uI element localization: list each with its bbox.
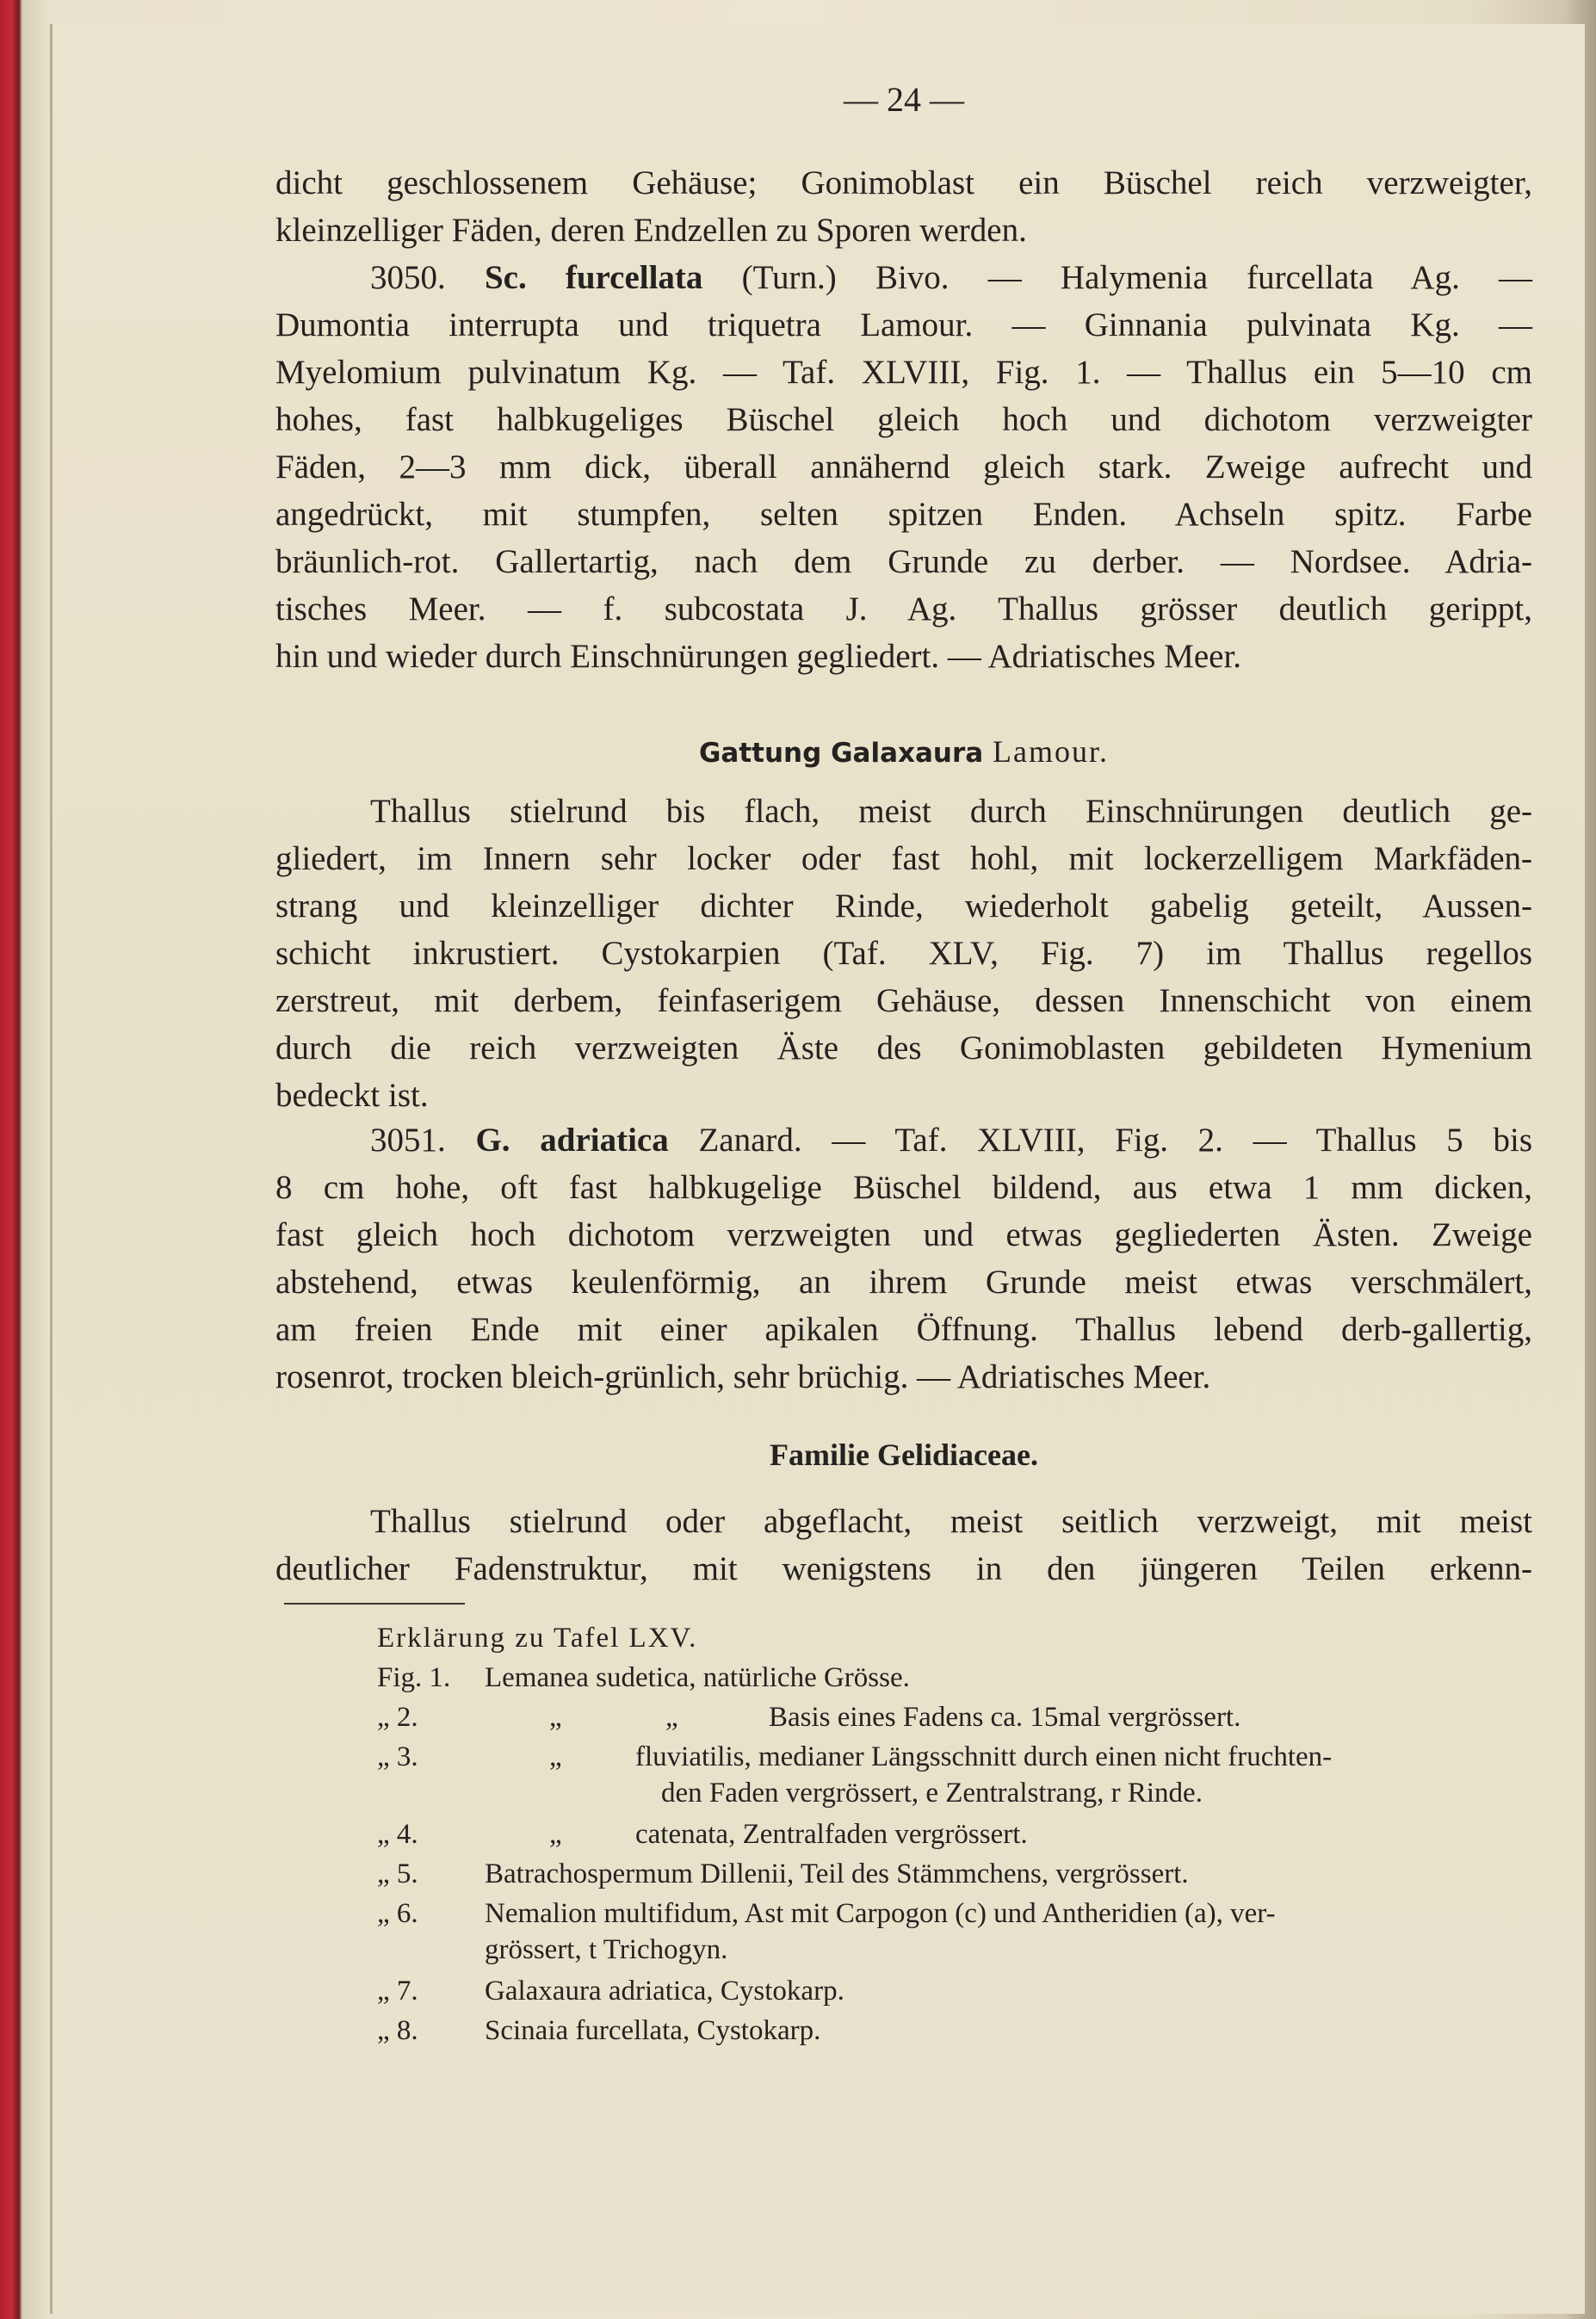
figure-note <box>377 1698 1531 1737</box>
text-line: hohes, fast halbkugeliges Büschel gleich hoch und dichotom verzweigter <box>275 401 1532 438</box>
text-line: am freien Ende mit einer apikalen Öffnung. Thallus lebend derb-gallertig, <box>275 1311 1532 1348</box>
genus-heading <box>275 730 1532 775</box>
figure-label: Fig. 1. <box>377 1662 451 1693</box>
figure-note <box>377 1658 1531 1698</box>
text-line: strang und kleinzelliger dichter Rinde, wiederholt gabelig geteilt, Aussen- <box>275 887 1532 925</box>
footnote-rule <box>284 1603 465 1605</box>
family-heading: Familie Gelidiaceae. <box>770 1438 1038 1472</box>
figure-text: Galaxaura adriatica, Cystokarp. <box>485 1976 844 2007</box>
ditto-mark: „ <box>549 1741 562 1772</box>
text-line <box>275 254 1532 301</box>
text-line: deutlicher Fadenstruktur, mit wenigstens in den jüngeren Teilen erkenn- <box>275 1550 1532 1587</box>
paragraph-continuation <box>275 159 1532 254</box>
text-fragment: (Turn.) Bivo. — Halymenia furcellata Ag. — <box>702 259 1533 296</box>
figure-text: grössert, t Trichogyn. <box>485 1934 728 1965</box>
figure-label: „ 7. <box>377 1976 418 2007</box>
text-line: Thallus stielrund oder abgeflacht, meist seitlich verzweigt, mit meist <box>370 1503 1532 1540</box>
genus-title: Gattung Galaxaura <box>698 738 984 769</box>
figure-text: Nemalion multifidum, Ast mit Carpogon (c) und Antheridien (a), ver- <box>485 1898 1276 1929</box>
figure-label: „ 8. <box>377 2015 418 2046</box>
species-entry-3050 <box>275 254 1532 680</box>
species-name: G. adriatica <box>475 1122 669 1159</box>
text-line: bräunlich-rot. Gallertartig, nach dem Grunde zu derber. — Nordsee. Adria- <box>275 543 1532 580</box>
figure-text: Lemanea sudetica, natürliche Grösse. <box>485 1662 910 1693</box>
figure-label: „ 4. <box>377 1819 418 1850</box>
text-line: gliedert, im Innern sehr locker oder fast hohl, mit lockerzelligem Markfäden- <box>275 840 1532 877</box>
figure-label: „ 2. <box>377 1702 418 1733</box>
genus-description <box>275 788 1532 1119</box>
figure-note <box>377 1854 1531 1894</box>
text-line: zerstreut, mit derbem, feinfaserigem Gehäuse, dessen Innenschicht von einem <box>275 982 1532 1019</box>
text-line: schicht inkrustiert. Cystokarpien (Taf. XLV, Fig. 7) im Thallus regellos <box>275 935 1532 972</box>
page-number: — 24 — <box>844 80 964 119</box>
entry-number: 3050. <box>370 259 446 296</box>
figure-note <box>377 2011 1531 2050</box>
text-line: 8 cm hohe, oft fast halbkugelige Büschel bildend, aus etwa 1 mm dicken, <box>275 1169 1532 1206</box>
family-description <box>275 1498 1532 1592</box>
species-name: Sc. furcellata <box>484 259 703 296</box>
figure-note <box>377 1971 1531 2011</box>
text-line: Thallus stielrund bis flach, meist durch Einschnürungen deutlich ge- <box>370 793 1532 830</box>
figure-label: „ 5. <box>377 1858 418 1889</box>
text-line: Myelomium pulvinatum Kg. — Taf. XLVIII, Fig. 1. — Thallus ein 5—10 cm <box>275 354 1532 391</box>
figure-text: den Faden vergrössert, e Zentralstrang, r Rinde. <box>661 1778 1203 1809</box>
figure-label: „ 6. <box>377 1898 418 1929</box>
ditto-mark: „ <box>549 1819 562 1850</box>
figure-note <box>377 1815 1531 1854</box>
text-line: Fäden, 2—3 mm dick, überall annähernd gleich stark. Zweige aufrecht und <box>275 448 1532 485</box>
figure-note <box>377 1894 1531 1933</box>
text-line: angedrückt, mit stumpfen, selten spitzen Enden. Achseln spitz. Farbe <box>275 496 1532 533</box>
text-line: dicht geschlossenem Gehäuse; Gonimoblast ein Büschel reich verzweigter, <box>275 164 1532 201</box>
figure-text: catenata, Zentralfaden vergrössert. <box>635 1819 1028 1850</box>
text-line: Dumontia interrupta und triquetra Lamour. — Ginnania pulvinata Kg. — <box>275 306 1532 343</box>
figure-label: „ 3. <box>377 1741 418 1772</box>
species-entry-3051 <box>275 1116 1532 1401</box>
text-line: abstehend, etwas keulenförmig, an ihrem Grunde meist etwas verschmälert, <box>275 1264 1532 1301</box>
text-line <box>275 1116 1532 1164</box>
ditto-mark: „ <box>549 1702 562 1733</box>
genus-author: Lamour. <box>993 734 1109 769</box>
text-line: tisches Meer. — f. subcostata J. Ag. Thallus grösser deutlich gerippt, <box>275 591 1532 628</box>
plate-title: Erklärung zu Tafel LXV. <box>377 1623 698 1654</box>
text-line: rosenrot, trocken bleich-grünlich, sehr brüchig. — Adriatisches Meer. <box>275 1358 1211 1395</box>
figure-note <box>377 1930 1531 1970</box>
text-line: hin und wieder durch Einschnürungen gegliedert. — Adriatisches Meer. <box>275 638 1242 675</box>
ditto-mark: „ <box>665 1702 678 1733</box>
text-line: bedeckt ist. <box>275 1077 429 1114</box>
entry-number: 3051. <box>370 1122 446 1159</box>
figure-text: Batrachospermum Dillenii, Teil des Stämmchens, vergrössert. <box>485 1858 1189 1889</box>
figure-text: fluviatilis, medianer Längsschnitt durch einen nicht fruchten- <box>635 1741 1333 1772</box>
figure-text: Basis eines Fadens ca. 15mal vergrössert. <box>769 1702 1241 1733</box>
text-line: durch die reich verzweigten Äste des Gonimoblasten gebildeten Hymenium <box>275 1030 1532 1067</box>
figure-note <box>377 1773 1531 1813</box>
text-line: fast gleich hoch dichotom verzweigten und etwas gegliederten Ästen. Zweige <box>275 1216 1532 1253</box>
text-fragment: Zanard. — Taf. XLVIII, Fig. 2. — Thallus 5 bis <box>668 1122 1532 1159</box>
text-line: kleinzelliger Fäden, deren Endzellen zu Sporen werden. <box>275 212 1027 249</box>
figure-note <box>377 1737 1531 1777</box>
figure-text: Scinaia furcellata, Cystokarp. <box>485 2015 821 2046</box>
